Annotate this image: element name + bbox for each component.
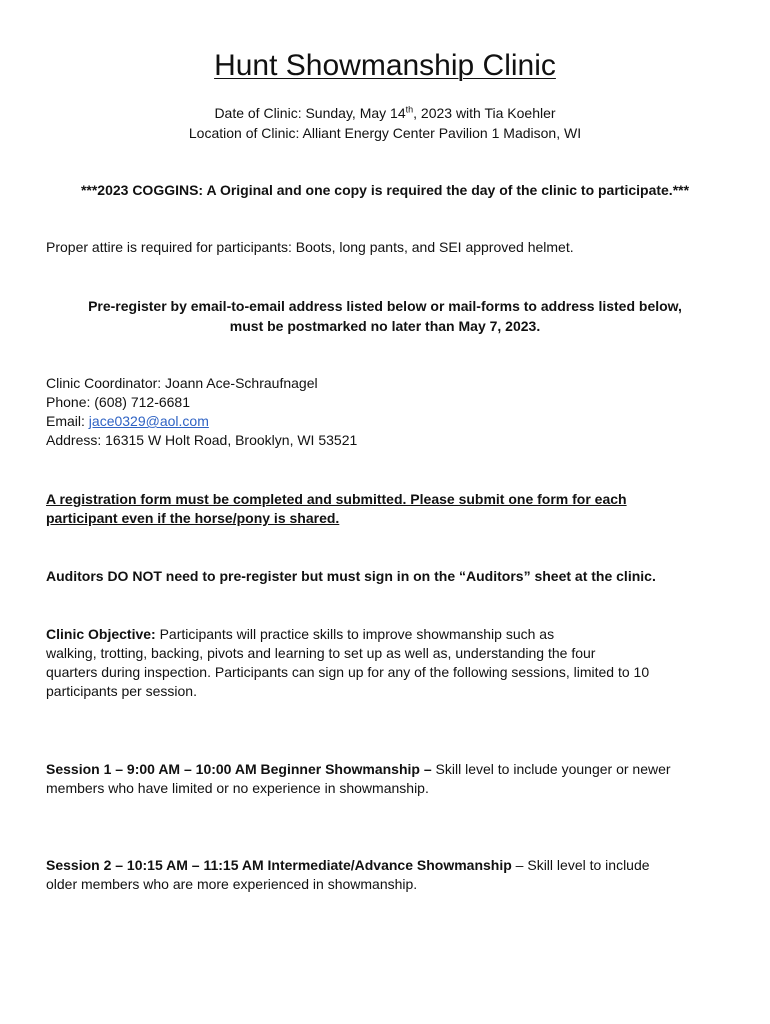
objective-line-3: quarters during inspection. Participants can sign up for any of the following sessions, limited to 10 bbox=[46, 664, 650, 680]
address-line: Address: 16315 W Holt Road, Brooklyn, WI 53521 bbox=[46, 432, 358, 448]
registration-line-1: A registration form must be completed and submitted. Please submit one form for each bbox=[46, 491, 627, 507]
preregister-line-1: Pre-register by email-to-email address listed below or mail-forms to address listed below, bbox=[88, 298, 682, 314]
preregister-line-2: must be postmarked no later than May 7, 2023. bbox=[229, 318, 541, 334]
session1-text-1: Skill level to include younger or newer bbox=[431, 761, 671, 777]
date-line-prefix: Date of Clinic: Sunday, May 14 bbox=[214, 105, 406, 121]
objective-text-1: Participants will practice skills to improve showmanship such as bbox=[155, 626, 555, 642]
attire-notice: Proper attire is required for participants: Boots, long pants, and SEI approved helmet. bbox=[46, 239, 574, 255]
date-line-ordinal: th bbox=[405, 104, 414, 115]
email-link[interactable]: jace0329@aol.com bbox=[88, 413, 209, 429]
email-line bbox=[46, 412, 209, 432]
email-label: Email: bbox=[46, 413, 89, 429]
session2-line-2: older members who are more experienced in showmanship. bbox=[46, 876, 418, 892]
coggins-notice: ***2023 COGGINS: A Original and one copy is required the day of the clinic to participate.*** bbox=[80, 182, 690, 198]
session1-line-2: members who have limited or no experience in showmanship. bbox=[46, 780, 429, 796]
location-line: Location of Clinic: Alliant Energy Center Pavilion 1 Madison, WI bbox=[188, 125, 582, 141]
objective-line-1 bbox=[46, 625, 554, 645]
auditors-notice: Auditors DO NOT need to pre-register but must sign in on the “Auditors” sheet at the clinic. bbox=[46, 568, 656, 584]
objective-label: Clinic Objective: bbox=[46, 626, 156, 642]
session1-label: Session 1 – 9:00 AM – 10:00 AM Beginner Showmanship – bbox=[46, 761, 432, 777]
objective-line-4: participants per session. bbox=[46, 683, 197, 699]
registration-line-2: participant even if the horse/pony is shared. bbox=[46, 510, 340, 526]
phone-line: Phone: (608) 712-6681 bbox=[46, 394, 190, 410]
date-line bbox=[0, 104, 770, 124]
session2-text-1: – Skill level to include bbox=[511, 857, 650, 873]
coordinator-line: Clinic Coordinator: Joann Ace-Schraufnagel bbox=[46, 375, 318, 391]
session1-line-1 bbox=[46, 760, 671, 780]
session2-label: Session 2 – 10:15 AM – 11:15 AM Intermediate/Advance Showmanship bbox=[46, 857, 512, 873]
objective-line-2: walking, trotting, backing, pivots and learning to set up as well as, understanding the four bbox=[46, 645, 596, 661]
session2-line-1 bbox=[46, 856, 650, 876]
page-title: Hunt Showmanship Clinic bbox=[214, 49, 556, 82]
date-line-suffix: , 2023 with Tia Koehler bbox=[413, 105, 556, 121]
